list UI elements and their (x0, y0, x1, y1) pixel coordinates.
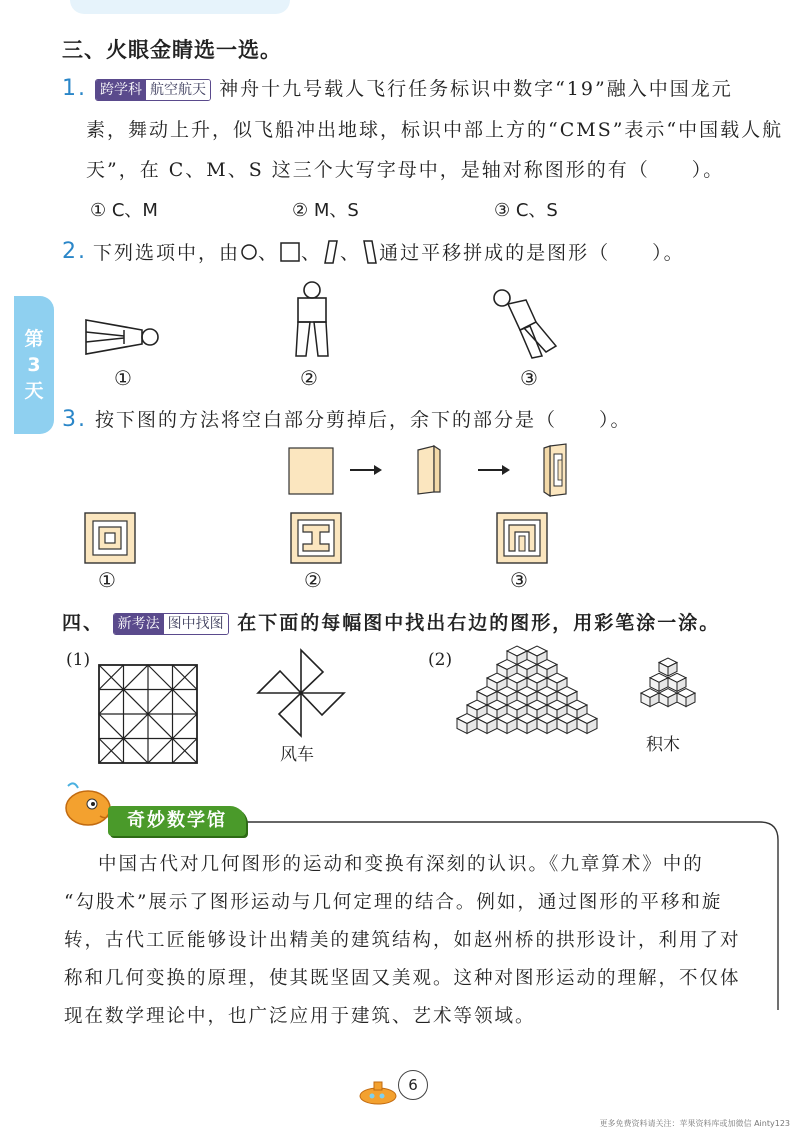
q1-text-1: 神舟十九号载人飞行任务标识中数字“19”融入中国龙元 (219, 78, 733, 100)
q2-label-1: ① (114, 366, 132, 390)
square-shape-icon (279, 241, 301, 263)
cube-blocks-figure (638, 652, 698, 728)
feature-title: 奇妙数学馆 (127, 810, 227, 831)
q2-label-2: ② (300, 366, 318, 390)
q1-line-1 (62, 74, 733, 101)
top-decoration (70, 0, 290, 14)
section-4-text: 在下面的每幅图中找出右边的图形，用彩笔涂一涂。 (237, 612, 721, 634)
submarine-icon (358, 1078, 398, 1110)
side-tab-char: 3 (27, 354, 41, 376)
feature-line-1: 中国古代对几何图形的运动和变换有深刻的认识。《九章算术》中的 (98, 854, 704, 875)
q1-option-3: ③ C、S (494, 200, 558, 221)
q3-figure-3 (496, 512, 548, 564)
q1-tag-topic: 航空航天 (146, 80, 210, 100)
q1-number: 1. (62, 76, 87, 101)
paper-folded-once (414, 444, 444, 496)
square-grid-figure (98, 664, 198, 764)
q1-tag-subject: 跨学科 (96, 80, 146, 100)
q3-line (62, 405, 632, 432)
feature-title-banner (108, 806, 246, 836)
cube-pyramid-figure (456, 644, 598, 744)
q1-line-2: 素，舞动上升，似飞船冲出地球，标识中部上方的“CMS”表示“中国载人航 (86, 119, 784, 141)
q2-sep: 、 (258, 242, 280, 264)
q3-figure-1 (84, 512, 136, 564)
paper-cut (536, 442, 570, 498)
page-number (398, 1070, 428, 1100)
q3-figure-2 (290, 512, 342, 564)
feature-line-3: 转，古代工匠能够设计出精美的建筑结构，如赵州桥的拱形设计，利用了对 (64, 930, 741, 951)
q2-figure-1 (84, 312, 164, 362)
q1-line-3: 天”，在 C、M、S 这三个大写字母中，是轴对称图形的有（ ）。 (86, 159, 725, 181)
section-4-tag-b: 图中找图 (164, 614, 228, 634)
q2-figure-3 (490, 286, 560, 360)
windmill-label: 风车 (280, 745, 314, 765)
arrow-right-icon (478, 464, 510, 476)
q2-sep: 、 (301, 242, 323, 264)
q2-figure-2 (292, 280, 332, 360)
q2-label-3: ③ (520, 366, 538, 390)
section-4-tag-a: 新考法 (114, 614, 164, 634)
section-4-prefix: 四、 (62, 612, 105, 634)
parallelogram-shape-icon (361, 239, 379, 265)
q2-text-after: 通过平移拼成的是图形（ ）。 (379, 242, 685, 264)
side-tab-char: 第 (24, 328, 44, 350)
q2-number: 2. (62, 239, 87, 264)
q1-tag (95, 79, 211, 101)
part-1-label: (1) (66, 650, 91, 670)
q2-text-before: 下列选项中，由 (93, 242, 241, 264)
parallelogram-shape-icon (322, 239, 340, 265)
q1-option-1: ① C、M (90, 200, 158, 221)
arrow-right-icon (350, 464, 382, 476)
feature-line-2: “勾股术”展示了图形运动与几何定理的结合。例如，通过图形的平移和旋 (64, 892, 723, 913)
circle-shape-icon (240, 243, 258, 261)
page-number-text: 6 (408, 1076, 418, 1094)
q2-sep: 、 (340, 242, 362, 264)
section-4-title (62, 608, 720, 635)
footer-note: 更多免费资料请关注：苹果资料库或加微信 Ainty123 (599, 1119, 790, 1128)
q1-option-2: ② M、S (292, 200, 359, 221)
section-3-title: 三、火眼金睛选一选。 (62, 37, 282, 62)
blocks-label: 积木 (646, 735, 680, 755)
q3-label-2: ② (304, 568, 322, 592)
side-tab-day (14, 296, 54, 434)
q3-label-3: ③ (510, 568, 528, 592)
q3-label-1: ① (98, 568, 116, 592)
windmill-figure (256, 648, 346, 738)
q2-line (62, 238, 685, 265)
side-tab-char: 天 (24, 380, 44, 402)
section-4-tag (113, 613, 229, 635)
q3-number: 3. (62, 407, 87, 432)
paper-square (288, 447, 334, 495)
part-2-label: (2) (428, 650, 453, 670)
q3-text: 按下图的方法将空白部分剪掉后，余下的部分是（ ）。 (95, 409, 632, 431)
feature-line-5: 现在数学理论中，也广泛应用于建筑、艺术等领域。 (64, 1006, 536, 1027)
feature-line-4: 称和几何变换的原理，使其既坚固又美观。这种对图形运动的理解，不仅体 (64, 968, 741, 989)
